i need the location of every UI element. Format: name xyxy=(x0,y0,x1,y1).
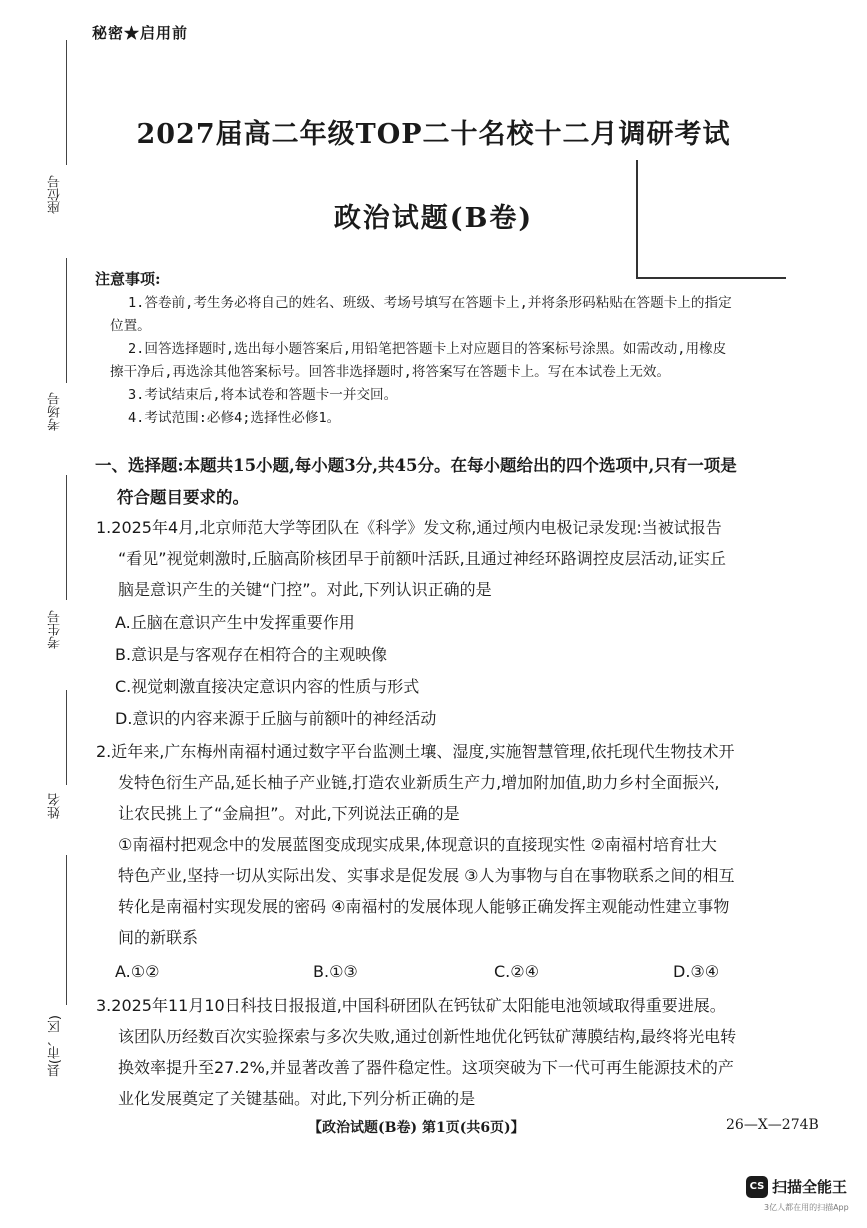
question-line: 1.2025年4月,北京师范大学等团队在《科学》发文称,通过颅内电极记录发现:当被试报告 xyxy=(96,518,722,537)
notice-heading: 注意事项: xyxy=(95,270,161,288)
question-3-stem xyxy=(96,990,828,1114)
binding-line xyxy=(66,855,67,1005)
scanner-logo-icon: CS xyxy=(746,1176,768,1198)
question-2-option-b: B.①③ xyxy=(313,962,358,981)
question-1-stem xyxy=(96,512,828,605)
question-line: “看见”视觉刺激时,丘脑高阶核团早于前额叶活跃,且通过神经环路调控皮层活动,证实丘 xyxy=(118,549,726,568)
question-line: 换效率提升至27.2%,并显著改善了器件稳定性。这项突破为下一代可再生能源技术的产 xyxy=(118,1058,734,1077)
binding-line xyxy=(66,475,67,600)
question-2-option-a: A.①② xyxy=(115,962,160,981)
exam-title: 2027届高二年级TOP二十名校十二月调研考试 xyxy=(136,119,731,150)
seat-number-label: 座位号 xyxy=(48,175,63,214)
candidate-number-label: 考生号 xyxy=(48,610,63,649)
question-1-option-d: D.意识的内容来源于丘脑与前额叶的神经活动 xyxy=(115,709,437,728)
notice-line: 位置。 xyxy=(110,318,151,334)
exam-room-label: 考场号 xyxy=(48,392,63,431)
notice-line: 1.答卷前,考生务必将自己的姓名、班级、考场号填写在答题卡上,并将条形码粘贴在答题卡上的指定 xyxy=(128,295,732,311)
notice-line: 2.回答选择题时,选出每小题答案后,用铅笔把答题卡上对应题目的答案标号涂黑。如需改动,用橡皮 xyxy=(128,341,727,357)
notice-line: 4.考试范围:必修4;选择性必修1。 xyxy=(128,410,341,426)
question-line: 3.2025年11月10日科技日报报道,中国科研团队在钙钛矿太阳能电池领域取得重要进展。 xyxy=(96,996,726,1015)
scanner-brand: 扫描全能王 xyxy=(772,1178,848,1196)
question-line: ①南福村把观念中的发展蓝图变成现实成果,体现意识的直接现实性 ②南福村培育壮大 xyxy=(118,835,717,854)
footer-code: 26—X—274B xyxy=(726,1117,819,1133)
confidential-label: 秘密★启用前 xyxy=(92,24,189,42)
question-1-option-b: B.意识是与客观存在相符合的主观映像 xyxy=(115,645,388,664)
binding-line xyxy=(66,40,67,165)
question-1-option-a: A.丘脑在意识产生中发挥重要作用 xyxy=(115,613,355,632)
question-2-option-c: C.②④ xyxy=(494,962,539,981)
name-label: 姓名 xyxy=(48,793,63,819)
county-label: 县(市、区) xyxy=(48,1015,63,1078)
question-line: 业化发展奠定了关键基础。对此,下列分析正确的是 xyxy=(118,1089,476,1108)
question-line: 2.近年来,广东梅州南福村通过数字平台监测土壤、湿度,实施智慧管理,依托现代生物技术开 xyxy=(96,742,735,761)
binding-line xyxy=(66,690,67,785)
corner-mark-horizontal xyxy=(636,277,786,279)
notice-line: 擦干净后,再选涂其他答案标号。回答非选择题时,将答案写在答题卡上。写在本试卷上无效。 xyxy=(110,364,671,380)
scanner-tagline: 3亿人都在用的扫描App xyxy=(764,1203,849,1212)
corner-mark-vertical xyxy=(636,160,638,278)
binding-line xyxy=(66,258,67,383)
question-line: 发特色衍生产品,延长柚子产业链,打造农业新质生产力,增加附加值,助力乡村全面振兴, xyxy=(118,773,720,792)
notice-line: 3.考试结束后,将本试卷和答题卡一并交回。 xyxy=(128,387,398,403)
question-line: 该团队历经数百次实验探索与多次失败,通过创新性地优化钙钛矿薄膜结构,最终将光电转 xyxy=(118,1027,737,1046)
question-line: 特色产业,坚持一切从实际出发、实事求是促发展 ③人为事物与自在事物联系之间的相互 xyxy=(118,866,735,885)
question-line: 脑是意识产生的关键“门控”。对此,下列认识正确的是 xyxy=(118,580,492,599)
question-line: 转化是南福村实现发展的密码 ④南福村的发展体现人能够正确发挥主观能动性建立事物 xyxy=(118,897,730,916)
question-2-option-d: D.③④ xyxy=(673,962,720,981)
section-heading xyxy=(95,450,830,514)
exam-subtitle: 政治试题(B卷) xyxy=(333,203,534,234)
question-2-stem xyxy=(96,736,828,953)
footer-page-info: 【政治试题(B卷) 第1页(共6页)】 xyxy=(308,1120,525,1136)
section-heading-line: 符合题目要求的。 xyxy=(117,488,249,507)
question-line: 让农民挑上了“金扁担”。对此,下列说法正确的是 xyxy=(118,804,460,823)
question-1-option-c: C.视觉刺激直接决定意识内容的性质与形式 xyxy=(115,677,420,696)
question-line: 间的新联系 xyxy=(118,928,199,947)
section-heading-line: 一、选择题:本题共15小题,每小题3分,共45分。在每小题给出的四个选项中,只有一项是 xyxy=(95,456,737,475)
